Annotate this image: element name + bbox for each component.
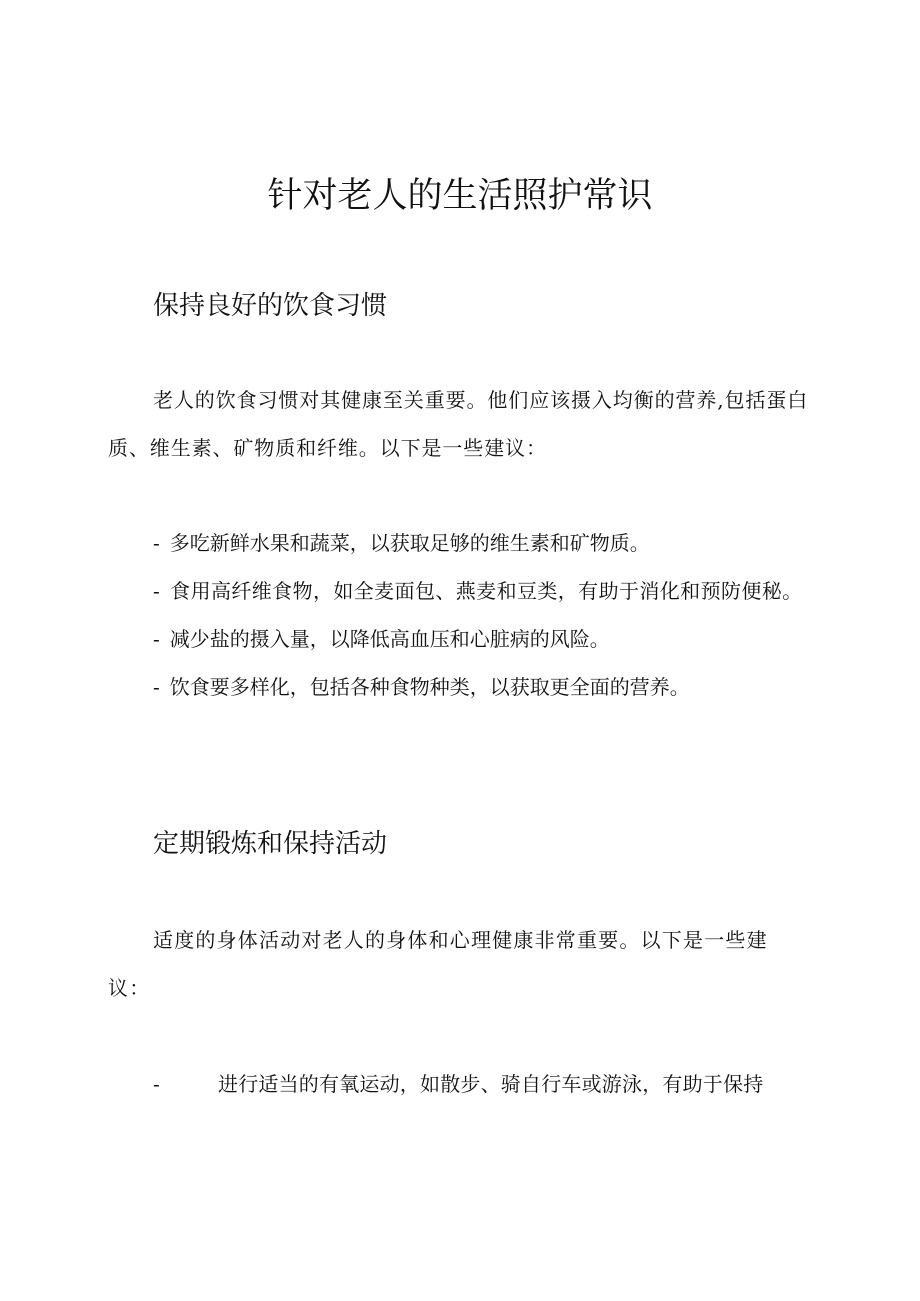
section-paragraph-exercise: 适度的身体活动对老人的身体和心理健康非常重要。以下是一些建议：: [108, 928, 768, 1000]
section-heading-diet: 保持良好的饮食习惯: [153, 291, 388, 321]
bullet-dash: -: [153, 675, 160, 699]
diet-bullet-list: [108, 519, 820, 711]
list-item: [108, 663, 820, 711]
bullet-dash: -: [153, 579, 161, 603]
bullet-text: 多吃新鲜水果和蔬菜，以获取足够的维生素和矿物质。: [169, 531, 650, 555]
list-item: [108, 615, 820, 663]
bullet-text: 食用高纤维食物，如全麦面包、燕麦和豆类，有助于消化和预防便秘。: [170, 579, 803, 603]
bullet-text: 进行适当的有氧运动，如散步、骑自行车或游泳，有助于保持: [218, 1072, 764, 1096]
bullet-text: 减少盐的摄入量，以降低高血压和心脏病的风险。: [169, 627, 610, 651]
bullet-dash: -: [153, 531, 160, 555]
list-item: [108, 519, 820, 567]
list-item: [108, 567, 820, 615]
bullet-dash: -: [153, 627, 160, 651]
bullet-dash: -: [153, 1072, 160, 1096]
section-paragraph-diet: 老人的饮食习惯对其健康至关重要。他们应该摄入均衡的营养,包括蛋白质、维生素、矿物质和纤维。以下是一些建议：: [108, 388, 809, 460]
document-title: 针对老人的生活照护常识: [267, 176, 653, 216]
bullet-text: 饮食要多样化，包括各种食物种类，以获取更全面的营养。: [169, 675, 690, 699]
section-heading-exercise: 定期锻炼和保持活动: [153, 829, 388, 859]
